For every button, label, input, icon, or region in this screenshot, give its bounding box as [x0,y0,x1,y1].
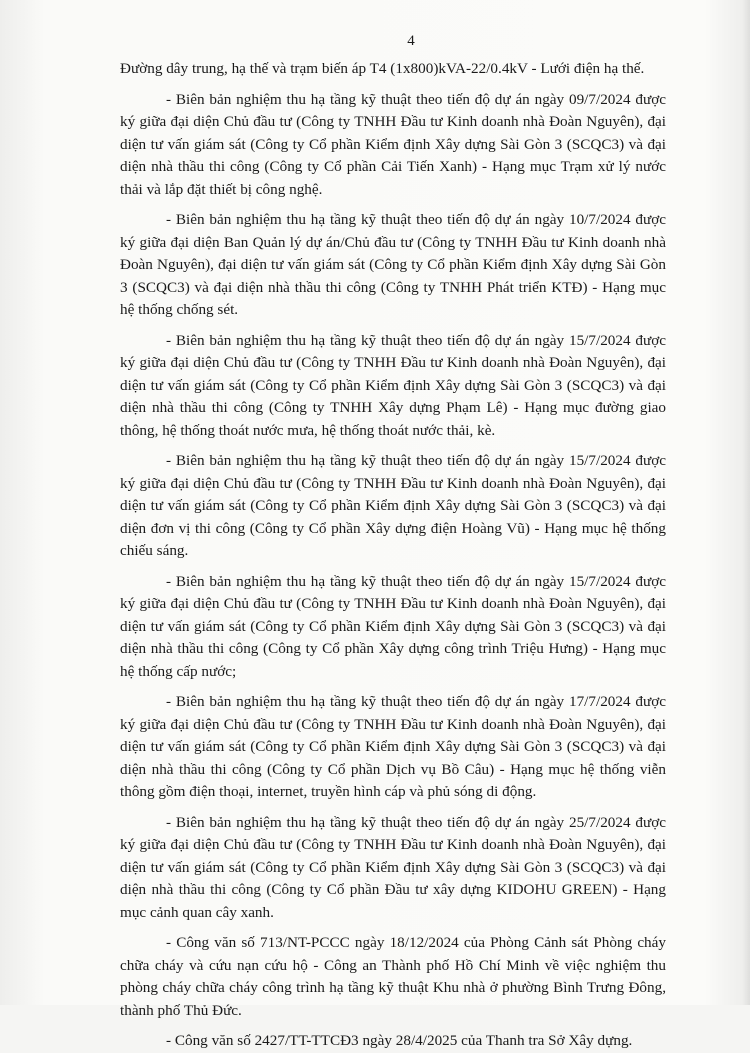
paragraph-continuation: Đường dây trung, hạ thế và trạm biến áp T4 (1x800)kVA-22/0.4kV - Lưới điện hạ thế. [120,60,645,77]
paragraph-item-2: - Biên bản nghiệm thu hạ tầng kỹ thuật theo tiến độ dự án ngày 10/7/2024 được ký giữa đại diện Ban Quản lý dự án/Chủ đầu tư (Công ty TNHH Đầu tư Kinh doanh nhà Đoàn Nguyên), đại diện tư vấn giám sát (Công ty Cổ phần Kiểm định Xây dựng Sài Gòn 3 (SCQC3) và đại diện nhà thầu thi công (Công ty TNHH Phát triển KTĐ) - Hạng mục hệ thống chống sét. [120,211,666,318]
page-number: 4 [407,33,415,49]
paragraph-item-7: - Biên bản nghiệm thu hạ tầng kỹ thuật theo tiến độ dự án ngày 25/7/2024 được ký giữa đại diện Chủ đầu tư (Công ty TNHH Đầu tư Kinh doanh nhà Đoàn Nguyên), đại diện tư vấn giám sát (Công ty Cổ phần Kiểm định Xây dựng Sài Gòn 3 (SCQC3) và đại diện nhà thầu thi công (Công ty Cổ phần Đầu tư xây dựng KIDOHU GREEN) - Hạng mục cảnh quan cây xanh. [120,813,666,921]
paragraph-item-4: - Biên bản nghiệm thu hạ tầng kỹ thuật theo tiến độ dự án ngày 15/7/2024 được ký giữa đại diện Chủ đầu tư (Công ty TNHH Đầu tư Kinh doanh nhà Đoàn Nguyên), đại diện tư vấn giám sát (Công ty Cổ phần Kiểm định Xây dựng Sài Gòn 3 (SCQC3) và đại diện đơn vị thi công (Công ty Cổ phần Xây dựng điện Hoàng Vũ) - Hạng mục hệ thống chiếu sáng. [120,452,666,559]
paragraph-item-3: - Biên bản nghiệm thu hạ tầng kỹ thuật theo tiến độ dự án ngày 15/7/2024 được ký giữa đại diện Chủ đầu tư (Công ty TNHH Đầu tư Kinh doanh nhà Đoàn Nguyên), đại diện tư vấn giám sát (Công ty Cổ phần Kiểm định Xây dựng Sài Gòn 3 (SCQC3) và đại diện nhà thầu thi công (Công ty TNHH Xây dựng Phạm Lê) - Hạng mục đường giao thông, hệ thống thoát nước mưa, hệ thống thoát nước thải, kè. [120,331,666,439]
paragraph-item-6: - Biên bản nghiệm thu hạ tầng kỹ thuật theo tiến độ dự án ngày 17/7/2024 được ký giữa đại diện Chủ đầu tư (Công ty TNHH Đầu tư Kinh doanh nhà Đoàn Nguyên), đại diện tư vấn giám sát (Công ty Cổ phần Kiểm định Xây dựng Sài Gòn 3 (SCQC3) và đại diện nhà thầu thi công (Công ty Cổ phần Dịch vụ Bồ Câu) - Hạng mục hệ thống viễn thông gồm điện thoại, internet, truyền hình cáp và phủ sóng di động. [120,693,666,800]
paragraph-item-9: - Công văn số 2427/TT-TTCĐ3 ngày 28/4/2025 của Thanh tra Sở Xây dựng. [166,1032,633,1049]
paragraph-item-8: - Công văn số 713/NT-PCCC ngày 18/12/2024 của Phòng Cảnh sát Phòng cháy chữa cháy và cứu nạn cứu hộ - Công an Thành phố Hồ Chí Minh về việc nghiệm thu phòng cháy chữa cháy công trình hạ tầng kỹ thuật Khu nhà ở phường Bình Trưng Đông, thành phố Thủ Đức. [120,934,666,1019]
paragraph-item-1: - Biên bản nghiệm thu hạ tầng kỹ thuật theo tiến độ dự án ngày 09/7/2024 được ký giữa đại diện Chủ đầu tư (Công ty TNHH Đầu tư Kinh doanh nhà Đoàn Nguyên), đại diện tư vấn giám sát (Công ty Cổ phần Kiểm định Xây dựng Sài Gòn 3 (SCQC3) và đại diện nhà thầu thi công (Công ty Cổ phần Cải Tiến Xanh) - Hạng mục Trạm xử lý nước thải và lắp đặt thiết bị công nghệ. [120,90,666,198]
page-edge-shadow [742,0,750,1005]
paragraph-item-5: - Biên bản nghiệm thu hạ tầng kỹ thuật theo tiến độ dự án ngày 15/7/2024 được ký giữa đại diện Chủ đầu tư (Công ty TNHH Đầu tư Kinh doanh nhà Đoàn Nguyên), đại diện tư vấn giám sát (Công ty Cổ phần Kiểm định Xây dựng Sài Gòn 3 (SCQC3) và đại diện nhà thầu thi công (Công ty Cổ phần Xây dựng công trình Triệu Hưng) - Hạng mục hệ thống cấp nước; [120,572,666,680]
